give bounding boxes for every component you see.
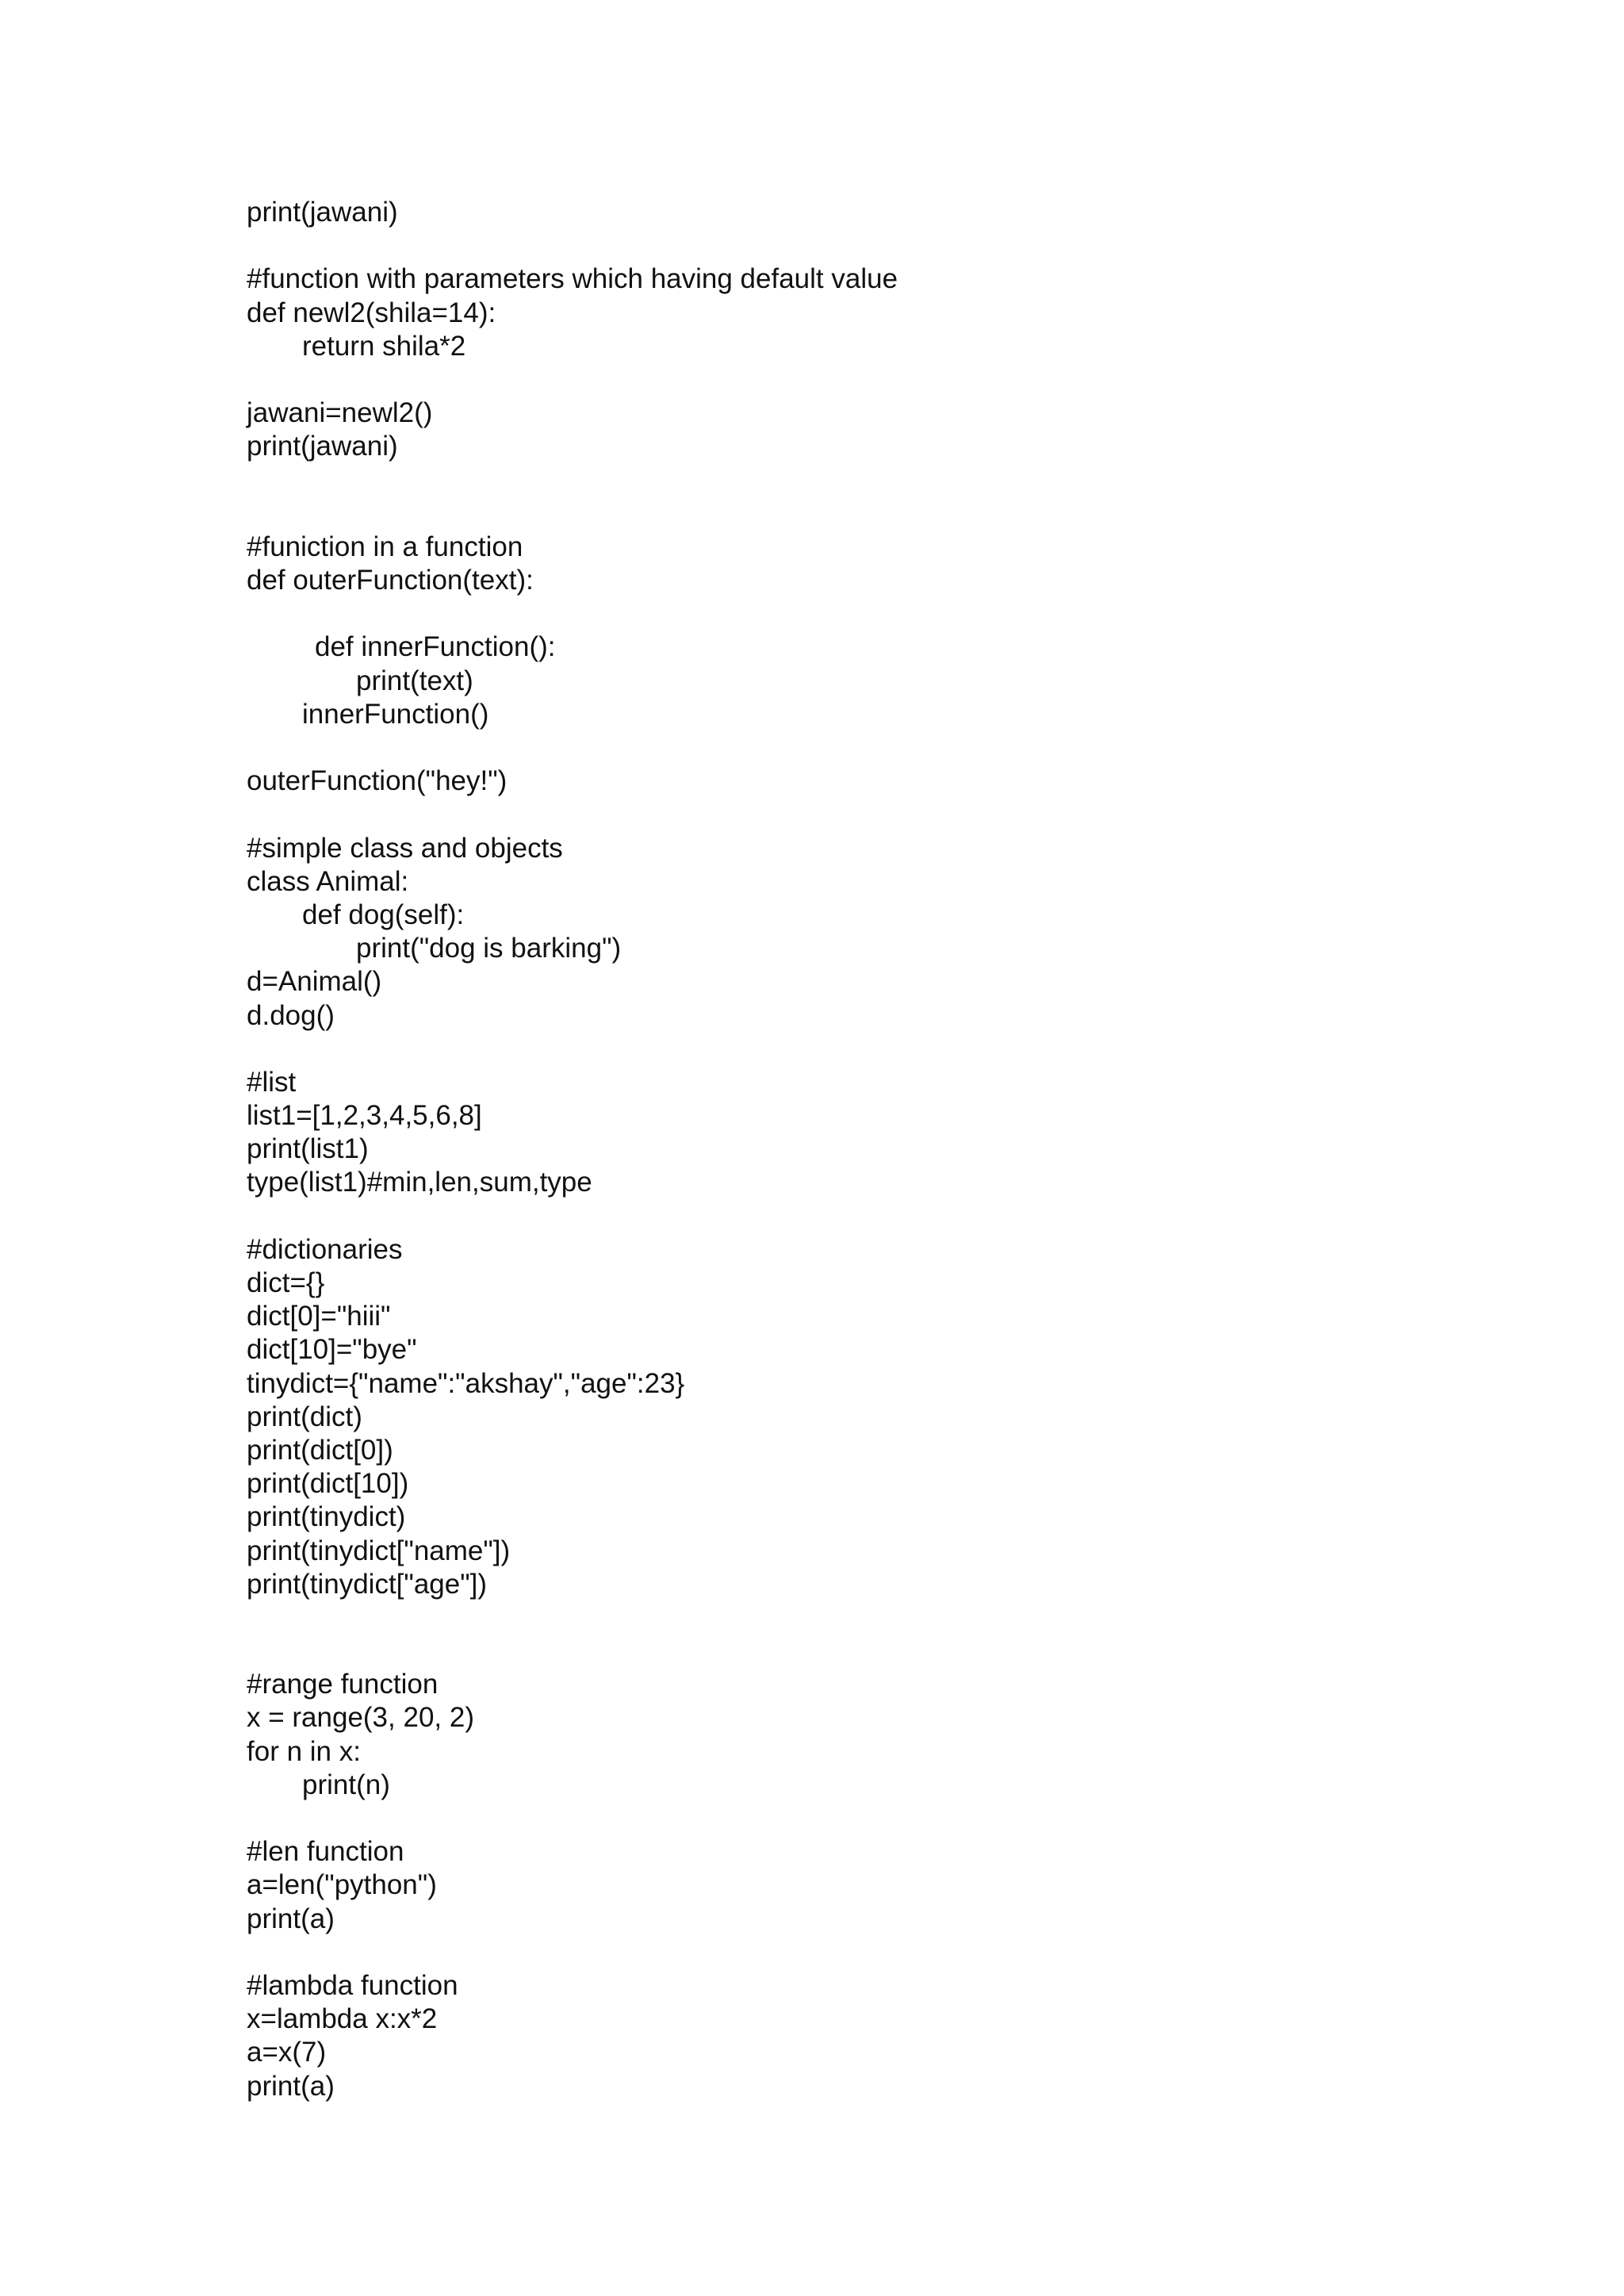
code-line: outerFunction("hey!"): [247, 765, 508, 797]
code-line: def newl2(shila=14):: [247, 297, 496, 328]
code-line: dict={}: [247, 1267, 325, 1298]
blank-line: [247, 597, 1515, 631]
blank-line: [247, 798, 1515, 831]
code-line: def innerFunction():: [315, 631, 556, 663]
code-line: print("dog is barking"): [356, 933, 622, 964]
code-line: print(list1): [247, 1133, 369, 1165]
code-line: #funiction in a function: [247, 531, 523, 562]
blank-line: [247, 229, 1515, 263]
code-line: dict[10]="bye": [247, 1334, 417, 1366]
code-line: innerFunction(): [302, 698, 489, 730]
code-line: #len function: [247, 1836, 404, 1868]
code-line: #list: [247, 1066, 297, 1098]
code-line: a=len("python"): [247, 1869, 437, 1901]
blank-line: [247, 1802, 1515, 1835]
code-line: print(a): [247, 2070, 335, 2102]
blank-line: [247, 1033, 1515, 1066]
code-line: print(text): [356, 665, 473, 696]
code-line: def dog(self):: [302, 899, 465, 930]
code-line: x = range(3, 20, 2): [247, 1702, 474, 1734]
code-line: print(dict[0]): [247, 1434, 393, 1466]
code-line: dict[0]="hiii": [247, 1301, 391, 1332]
code-line: return shila*2: [302, 330, 466, 362]
code-line: #function with parameters which having default value: [247, 263, 898, 295]
code-line: print(dict): [247, 1401, 362, 1432]
code-line: type(list1)#min,len,sum,type: [247, 1167, 592, 1198]
code-line: list1=[1,2,3,4,5,6,8]: [247, 1100, 482, 1132]
code-line: #lambda function: [247, 1969, 458, 2001]
code-line: jawani=newl2(): [247, 397, 433, 429]
code-line: print(jawani): [247, 197, 398, 228]
code-line: a=x(7): [247, 2037, 327, 2068]
code-line: print(dict[10]): [247, 1468, 409, 1500]
code-line: #range function: [247, 1669, 439, 1700]
blank-line: [247, 464, 1515, 497]
blank-line: [247, 1200, 1515, 1233]
code-line: for n in x:: [247, 1735, 361, 1767]
code-line: print(tinydict["name"]): [247, 1535, 511, 1566]
code-line: d.dog(): [247, 999, 335, 1031]
code-line: class Animal:: [247, 865, 409, 897]
code-line: print(tinydict["age"]): [247, 1568, 488, 1600]
blank-line: [247, 1601, 1515, 1635]
blank-line: [247, 1936, 1515, 1969]
code-line: tinydict={"name":"akshay","age":23}: [247, 1367, 685, 1399]
blank-line: [247, 363, 1515, 397]
code-listing: [247, 196, 1515, 2103]
code-line: x=lambda x:x*2: [247, 2003, 438, 2035]
code-line: d=Animal(): [247, 966, 382, 998]
code-line: print(a): [247, 1903, 335, 1934]
blank-line: [247, 731, 1515, 765]
code-line: print(n): [302, 1769, 390, 1800]
code-line: print(jawani): [247, 431, 398, 462]
code-line: #dictionaries: [247, 1233, 403, 1265]
blank-line: [247, 497, 1515, 531]
code-line: def outerFunction(text):: [247, 565, 534, 596]
blank-line: [247, 1635, 1515, 1668]
code-line: print(tinydict): [247, 1501, 406, 1533]
code-line: #simple class and objects: [247, 832, 563, 864]
